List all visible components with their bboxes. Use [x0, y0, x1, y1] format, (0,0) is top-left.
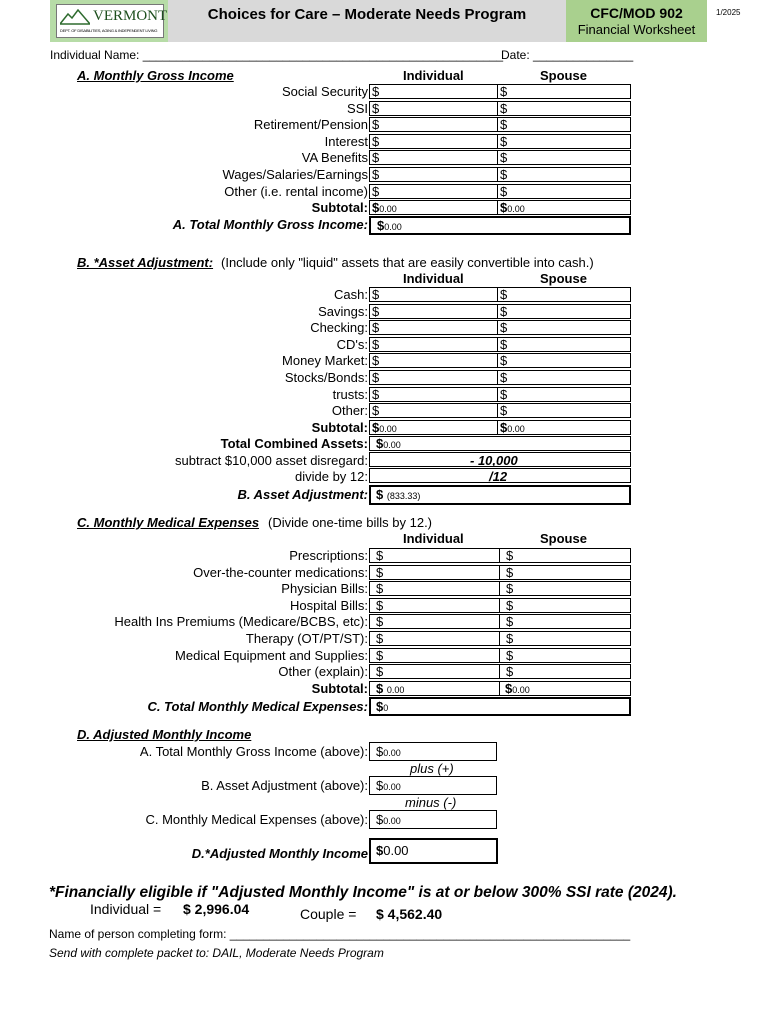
spouse-amount-input[interactable] — [497, 184, 631, 199]
individual-amount-input[interactable] — [369, 134, 498, 149]
spouse-amount-input[interactable] — [499, 598, 631, 613]
dollar-sign: $ — [500, 167, 508, 182]
spouse-amount-input[interactable] — [499, 631, 631, 646]
logo-sub: DEPT. OF DISABILITIES, AGING & INDEPENDENT LIVING — [60, 28, 158, 33]
version-label: 1/2025 — [716, 8, 741, 17]
dollar-sign: $ — [376, 581, 384, 597]
row-label: Therapy (OT/PT/ST): — [245, 631, 368, 646]
row-label: trusts: — [332, 386, 368, 402]
dollar-sign: $ — [376, 778, 384, 793]
dollar-sign: $ — [376, 744, 384, 759]
adjustment-value: (833.33) — [386, 491, 421, 501]
combined-assets-box[interactable] — [369, 436, 631, 451]
dollar-sign: $ — [500, 420, 508, 435]
subtotal-value: 0.00 — [379, 424, 397, 434]
dollar-sign: $ — [500, 336, 508, 352]
divide-value: /12 — [489, 469, 508, 484]
col-header-spouse: Spouse — [540, 271, 587, 286]
section-b-subtotal-individual — [369, 420, 498, 435]
spouse-amount-input[interactable] — [499, 581, 631, 596]
dollar-sign: $ — [376, 843, 384, 858]
row-label: Cash: — [334, 287, 368, 302]
subtotal-value: 0.00 — [512, 685, 530, 695]
line-c-label: C. Monthly Medical Expenses (above): — [145, 812, 368, 827]
section-d-title: D. Adjusted Monthly Income — [77, 727, 252, 742]
dollar-sign: $ — [500, 320, 508, 336]
spouse-amount-input[interactable] — [497, 167, 631, 182]
individual-rate-label: Individual = — [90, 901, 162, 917]
logo-name: VERMONT — [93, 8, 168, 24]
section-a-total-label: A. Total Monthly Gross Income: — [172, 217, 368, 232]
spouse-amount-input[interactable] — [499, 648, 631, 663]
dollar-sign: $ — [506, 614, 514, 630]
adjusted-income-box[interactable] — [369, 838, 498, 864]
spouse-amount-input[interactable] — [497, 370, 631, 385]
individual-amount-input[interactable] — [369, 370, 498, 385]
spouse-amount-input[interactable] — [497, 101, 631, 116]
line-a-value: 0.00 — [383, 748, 401, 758]
individual-amount-input[interactable] — [369, 648, 500, 663]
spouse-amount-input[interactable] — [499, 565, 631, 580]
dollar-sign: $ — [376, 597, 384, 613]
dollar-sign: $ — [506, 564, 514, 580]
dollar-sign: $ — [500, 183, 508, 199]
spouse-amount-input[interactable] — [497, 337, 631, 352]
header-bar — [50, 0, 707, 42]
section-c-total-box[interactable] — [369, 697, 631, 716]
individual-amount-input[interactable] — [369, 84, 498, 99]
dollar-sign: $ — [506, 647, 514, 663]
combined-assets-label: Total Combined Assets: — [220, 436, 368, 451]
individual-amount-input[interactable] — [369, 548, 500, 563]
dollar-sign: $ — [376, 631, 384, 646]
dollar-sign: $ — [505, 681, 513, 696]
individual-amount-input[interactable] — [369, 150, 498, 165]
section-c-subtotal-label: Subtotal: — [311, 681, 368, 696]
plus-label: plus (+) — [410, 761, 454, 776]
row-label: Medical Equipment and Supplies: — [175, 647, 368, 663]
individual-amount-input[interactable] — [369, 631, 500, 646]
logo — [56, 4, 168, 38]
form-id-block — [566, 0, 707, 42]
couple-rate-value: $ 4,562.40 — [376, 906, 443, 922]
section-a-subtotal-individual — [369, 200, 498, 215]
combined-value: 0.00 — [383, 440, 401, 450]
row-label: Physician Bills: — [281, 581, 368, 597]
row-label: SSI — [347, 100, 368, 116]
row-label: Social Security — [282, 84, 368, 99]
section-c-note: (Divide one-time bills by 12.) — [268, 515, 433, 530]
dollar-sign: $ — [506, 581, 514, 597]
eligibility-statement: *Financially eligible if "Adjusted Monthly Income" is at or below 300% SSI rate (2024). — [49, 884, 677, 901]
section-a-subtotal-spouse — [497, 200, 631, 215]
dollar-sign: $ — [372, 320, 380, 336]
dollar-sign: $ — [500, 370, 508, 385]
dollar-sign: $ — [500, 133, 508, 149]
dollar-sign: $ — [376, 812, 384, 827]
row-label: Health Ins Premiums (Medicare/BCBS, etc): — [114, 614, 368, 630]
subtotal-value: 0.00 — [507, 424, 525, 434]
dollar-sign: $ — [500, 386, 508, 402]
dollar-sign: $ — [506, 548, 514, 563]
spouse-amount-input[interactable] — [497, 84, 631, 99]
individual-rate-value: $ 2,996.04 — [183, 901, 250, 917]
adjusted-income-value: 0.00 — [383, 843, 409, 858]
dollar-sign: $ — [376, 436, 384, 451]
row-label: Hospital Bills: — [289, 597, 368, 613]
dollar-sign: $ — [500, 150, 508, 166]
dollar-sign: $ — [376, 548, 384, 563]
line-b-value: 0.00 — [383, 782, 401, 792]
col-header-individual: Individual — [403, 531, 464, 546]
section-b-note: (Include only "liquid" assets that are easily convertible into cash.) — [221, 255, 594, 270]
row-label: Retirement/Pension — [253, 117, 368, 133]
line-c-value: 0.00 — [383, 816, 401, 826]
disregard-label: subtract $10,000 asset disregard: — [175, 453, 368, 468]
dollar-sign: $ — [506, 631, 514, 646]
dollar-sign: $ — [372, 420, 380, 435]
total-value: 0.00 — [384, 222, 402, 232]
row-label: VA Benefits — [301, 150, 368, 166]
dollar-sign: $ — [506, 597, 514, 613]
dollar-sign: $ — [372, 100, 380, 116]
line-b-label: B. Asset Adjustment (above): — [201, 778, 368, 793]
dollar-sign: $ — [372, 386, 380, 402]
individual-amount-input[interactable] — [369, 304, 498, 319]
dollar-sign: $ — [500, 303, 508, 319]
col-header-spouse: Spouse — [540, 531, 587, 546]
dollar-sign: $ — [377, 218, 385, 233]
asset-adjustment-label: B. Asset Adjustment: — [237, 487, 368, 502]
dollar-sign: $ — [500, 117, 508, 133]
dollar-sign: $ — [372, 303, 380, 319]
dollar-sign: $ — [500, 403, 508, 419]
section-a-subtotal-label: Subtotal: — [311, 200, 368, 215]
subtotal-value: 0.00 — [507, 204, 525, 214]
section-a-total-box[interactable] — [369, 216, 631, 235]
spouse-amount-input[interactable] — [497, 287, 631, 302]
dollar-sign: $ — [372, 403, 380, 419]
spouse-amount-input[interactable] — [499, 614, 631, 629]
dollar-sign: $ — [500, 287, 508, 302]
dollar-sign: $ — [372, 150, 380, 166]
individual-amount-input[interactable] — [369, 614, 500, 629]
section-b-subtotal-spouse — [497, 420, 631, 435]
individual-name-field[interactable]: Individual Name: ______________________________________________________ — [50, 48, 504, 62]
dollar-sign: $ — [376, 681, 384, 696]
individual-amount-input[interactable] — [369, 337, 498, 352]
spouse-amount-input[interactable] — [497, 387, 631, 402]
line-b-box[interactable] — [369, 776, 497, 795]
form-name: Financial Worksheet — [577, 22, 696, 37]
individual-amount-input[interactable] — [369, 387, 498, 402]
row-label: Interest — [324, 133, 368, 149]
line-c-box[interactable] — [369, 810, 497, 829]
dollar-sign: $ — [376, 487, 384, 502]
row-label: Money Market: — [282, 353, 368, 369]
section-c-total-label: C. Total Monthly Medical Expenses: — [147, 699, 368, 714]
form-code: CFC/MOD 902 — [590, 5, 683, 21]
divide-label: divide by 12: — [295, 469, 368, 484]
spouse-amount-input[interactable] — [499, 664, 631, 679]
section-a-title: A. Monthly Gross Income — [77, 68, 234, 83]
individual-amount-input[interactable] — [369, 287, 498, 302]
dollar-sign: $ — [372, 353, 380, 369]
dollar-sign: $ — [376, 664, 384, 680]
spouse-amount-input[interactable] — [497, 304, 631, 319]
dollar-sign: $ — [372, 370, 380, 385]
individual-amount-input[interactable] — [369, 581, 500, 596]
individual-amount-input[interactable] — [369, 664, 500, 679]
individual-amount-input[interactable] — [369, 320, 498, 335]
dollar-sign: $ — [376, 699, 384, 714]
subtotal-value: 0.00 — [379, 204, 397, 214]
spouse-amount-input[interactable] — [497, 134, 631, 149]
dollar-sign: $ — [372, 183, 380, 199]
dollar-sign: $ — [506, 664, 514, 680]
col-header-individual: Individual — [403, 271, 464, 286]
row-label: Checking: — [310, 320, 368, 336]
send-to-note: Send with complete packet to: DAIL, Moderate Needs Program — [49, 946, 384, 960]
individual-amount-input[interactable] — [369, 167, 498, 182]
col-header-individual: Individual — [403, 68, 464, 83]
dollar-sign: $ — [500, 100, 508, 116]
mountain-icon — [60, 9, 90, 25]
dollar-sign: $ — [376, 647, 384, 663]
individual-amount-input[interactable] — [369, 353, 498, 368]
row-label: Stocks/Bonds: — [284, 370, 368, 385]
dollar-sign: $ — [372, 133, 380, 149]
dollar-sign: $ — [372, 287, 380, 302]
minus-label: minus (-) — [405, 795, 457, 810]
section-b-title: B. *Asset Adjustment: — [77, 255, 214, 270]
dollar-sign: $ — [376, 564, 384, 580]
spouse-amount-input[interactable] — [499, 548, 631, 563]
row-label: Wages/Salaries/Earnings — [222, 167, 368, 182]
asset-adjustment-box[interactable] — [369, 485, 631, 505]
date-field[interactable]: Date: _______________ — [501, 48, 634, 62]
dollar-sign: $ — [500, 84, 508, 99]
disregard-value: - 10,000 — [470, 453, 518, 468]
individual-amount-input[interactable] — [369, 101, 498, 116]
row-label: Other (i.e. rental income) — [224, 183, 368, 199]
individual-amount-input[interactable] — [369, 117, 498, 132]
col-header-spouse: Spouse — [540, 68, 587, 83]
spouse-amount-input[interactable] — [497, 117, 631, 132]
total-value: 0 — [383, 703, 389, 713]
subtotal-value: 0.00 — [386, 685, 405, 695]
line-a-box[interactable] — [369, 742, 497, 761]
section-c-title: C. Monthly Medical Expenses — [77, 515, 260, 530]
dollar-sign: $ — [500, 353, 508, 369]
row-label: CD's: — [336, 336, 368, 352]
spouse-amount-input[interactable] — [497, 150, 631, 165]
dollar-sign: $ — [372, 336, 380, 352]
dollar-sign: $ — [376, 614, 384, 630]
dollar-sign: $ — [500, 200, 508, 215]
section-b-subtotal-label: Subtotal: — [311, 420, 368, 435]
row-label: Other (explain): — [278, 664, 368, 680]
dollar-sign: $ — [372, 167, 380, 182]
spouse-amount-input[interactable] — [497, 353, 631, 368]
couple-rate-label: Couple = — [300, 906, 357, 922]
individual-amount-input[interactable] — [369, 598, 500, 613]
spouse-amount-input[interactable] — [497, 320, 631, 335]
line-a-label: A. Total Monthly Gross Income (above): — [139, 744, 368, 759]
row-label: Savings: — [318, 303, 368, 319]
individual-amount-input[interactable] — [369, 184, 498, 199]
section-c-subtotal-spouse — [499, 681, 631, 696]
page-title: Choices for Care – Moderate Needs Program — [168, 0, 566, 42]
completer-name-field[interactable]: Name of person completing form: ____________________________________________________________ — [49, 927, 631, 941]
dollar-sign: $ — [372, 84, 380, 99]
row-label: Other: — [331, 403, 368, 419]
dollar-sign: $ — [372, 200, 380, 215]
individual-amount-input[interactable] — [369, 565, 500, 580]
individual-amount-input[interactable] — [369, 403, 498, 418]
dollar-sign: $ — [372, 117, 380, 133]
section-c-subtotal-individual — [369, 681, 500, 696]
row-label: Over-the-counter medications: — [193, 564, 368, 580]
adjusted-income-label: D.*Adjusted Monthly Income — [191, 846, 368, 861]
row-label: Prescriptions: — [289, 548, 368, 563]
spouse-amount-input[interactable] — [497, 403, 631, 418]
